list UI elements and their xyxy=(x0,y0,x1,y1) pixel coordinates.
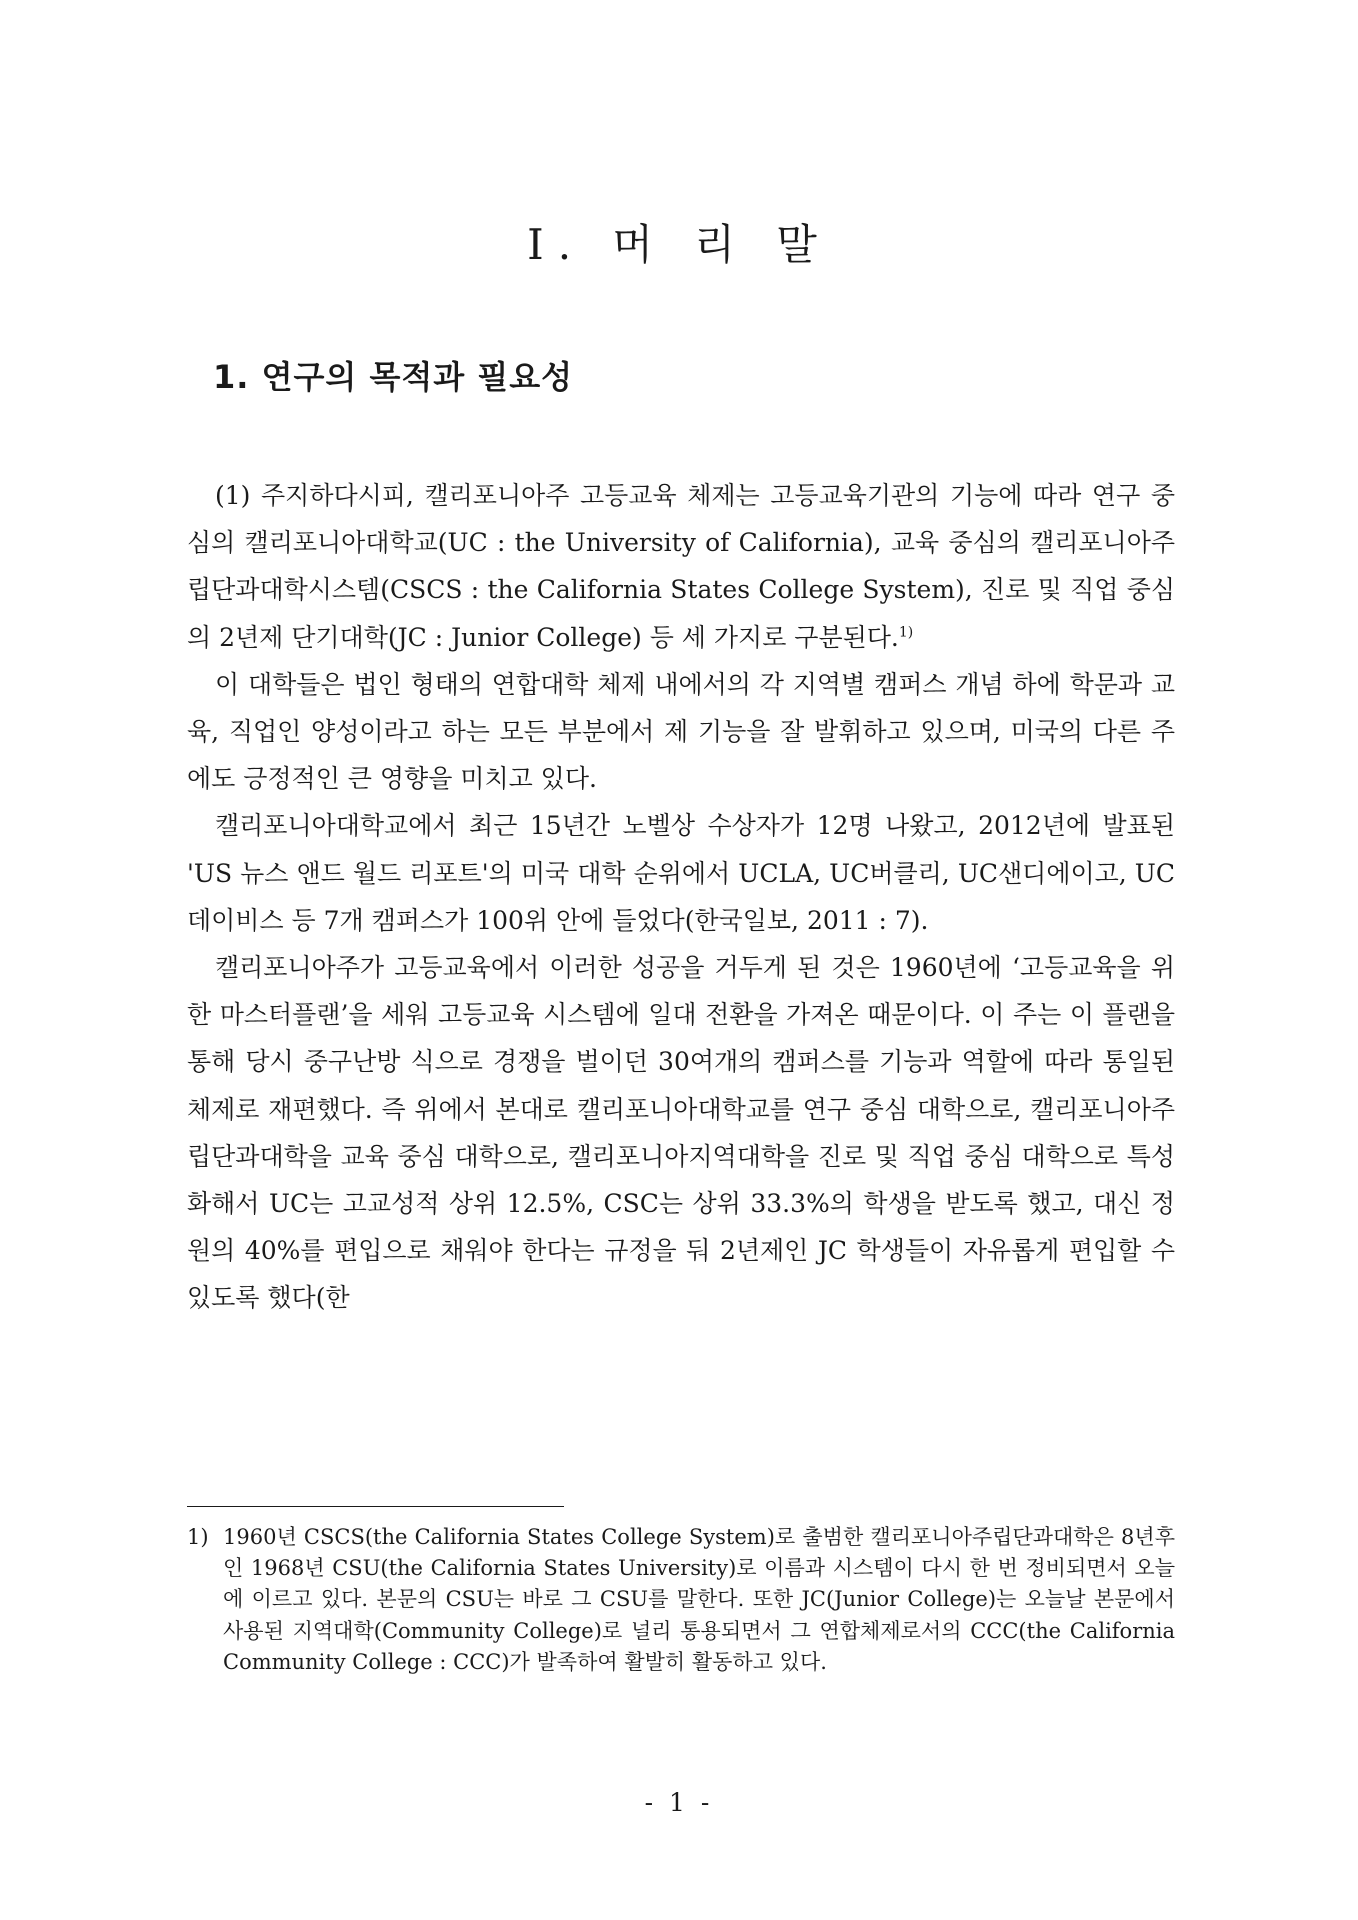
footnote-reference: 1) xyxy=(898,624,914,641)
footnote-text: 1960년 CSCS(the California States College System)로 출범한 캘리포니아주립단과대학은 8년후인 1968년 CSU(the California States University)로 이름과 시스템이 다시 한 번 정비되면서 오늘에 이르고 있다. 본문의 CSU는 바로 그 CSU를 말한다. 또한 JC(Junior College)는 오늘날 본문에서 사용된 지역대학(Community College)로 널리 통용되면서 그 연합체제로서의 CCC(the California Community College : CCC)가 발족하여 활발히 활동하고 있다. xyxy=(223,1525,1175,1674)
paragraph-1-text: (1) 주지하다시피, 캘리포니아주 고등교육 체제는 고등교육기관의 기능에 따라 연구 중심의 캘리포니아대학교(UC : the University of California), 교육 중심의 캘리포니아주립단과대학시스템(CSCS : the California States College System), 진로 및 직업 중심의 2년제 단기대학(JC : Junior College) 등 세 가지로 구분된다. xyxy=(187,481,1175,652)
page-number: - 1 - xyxy=(644,1788,714,1817)
body-text xyxy=(187,472,1175,1322)
paragraph-4: 캘리포니아주가 고등교육에서 이러한 성공을 거두게 된 것은 1960년에 ‘고등교육을 위한 마스터플랜’을 세워 고등교육 시스템에 일대 전환을 가져온 때문이다. 이 주는 이 플랜을 통해 당시 중구난방 식으로 경쟁을 벌이던 30여개의 캠퍼스를 기능과 역할에 따라 통일된 체제로 재편했다. 즉 위에서 본대로 캘리포니아대학교를 연구 중심 대학으로, 캘리포니아주립단과대학을 교육 중심 대학으로, 캘리포니아지역대학을 진로 및 직업 중심 대학으로 특성화해서 UC는 고교성적 상위 12.5%, CSC는 상위 33.3%의 학생을 받도록 했고, 대신 정원의 40%를 편입으로 채워야 한다는 규정을 둬 2년제인 JC 학생들이 자유롭게 편입할 수 있도록 했다(한 xyxy=(187,953,1175,1313)
section-title: 1. 연구의 목적과 필요성 xyxy=(213,358,574,396)
paragraph-2: 이 대학들은 법인 형태의 연합대학 체제 내에서의 각 지역별 캠퍼스 개념 하에 학문과 교육, 직업인 양성이라고 하는 모든 부분에서 제 기능을 잘 발휘하고 있으며, 미국의 다른 주에도 긍정적인 큰 영향을 미치고 있다. xyxy=(187,669,1175,794)
footnote-number: 1) xyxy=(187,1525,209,1549)
footnote-divider xyxy=(187,1506,564,1507)
footnote xyxy=(187,1522,1175,1678)
chapter-title: Ⅰ. 머 리 말 xyxy=(527,220,831,269)
paragraph-3: 캘리포니아대학교에서 최근 15년간 노벨상 수상자가 12명 나왔고, 2012년에 발표된 'US 뉴스 앤드 월드 리포트'의 미국 대학 순위에서 UCLA, UC버클리, UC샌디에이고, UC데이비스 등 7개 캠퍼스가 100위 안에 들었다(한국일보, 2011 : 7). xyxy=(187,811,1175,935)
paragraph-1 xyxy=(187,472,1175,661)
